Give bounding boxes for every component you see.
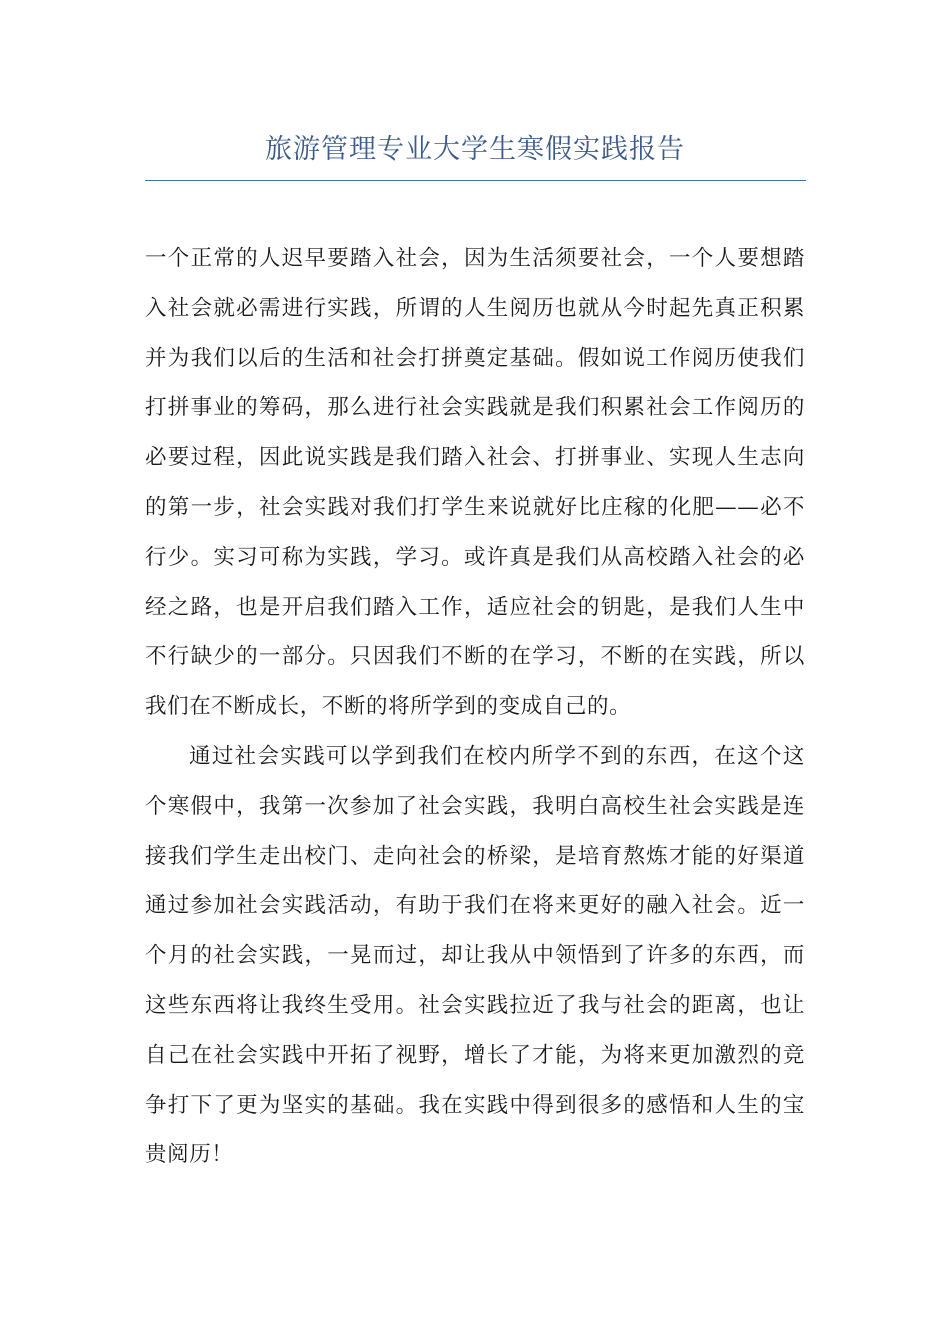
paragraph-1: 一个正常的人迟早要踏入社会，因为生活须要社会，一个人要想踏入社会就必需进行实践，所谓的人生阅历也就从今时起先真正积累并为我们以后的生活和社会打拼奠定基础。假如说工作阅历使我们打拼事业的筹码，那么进行社会实践就是我们积累社会工作阅历的必要过程，因此说实践是我们踏入社会、打拼事业、实现人生志向的第一步，社会实践对我们打学生来说就好比庄稼的化肥——必不行少。实习可称为实践，学习。或许真是我们从高校踏入社会的必经之路，也是开启我们踏入工作，适应社会的钥匙，是我们人生中不行缺少的一部分。只因我们不断的在学习，不断的在实践，所以我们在不断成长，不断的将所学到的变成自己的。 — [145, 246, 805, 720]
document-title: 旅游管理专业大学生寒假实践报告 — [265, 134, 685, 165]
document-body — [145, 234, 805, 1180]
title-underline — [145, 180, 806, 181]
paragraph-2: 通过社会实践可以学到我们在校内所学不到的东西，在这个这个寒假中，我第一次参加了社会实践，我明白高校生社会实践是连接我们学生走出校门、走向社会的桥梁，是培育熬炼才能的好渠道通过参加社会实践活动，有助于我们在将来更好的融入社会。近一个月的社会实践，一晃而过，却让我从中领悟到了许多的东西，而这些东西将让我终生受用。社会实践拉近了我与社会的距离，也让自己在社会实践中开拓了视野，增长了才能，为将来更加激烈的竞争打下了更为坚实的基础。我在实践中得到很多的感悟和人生的宝贵阅历！ — [145, 743, 805, 1168]
